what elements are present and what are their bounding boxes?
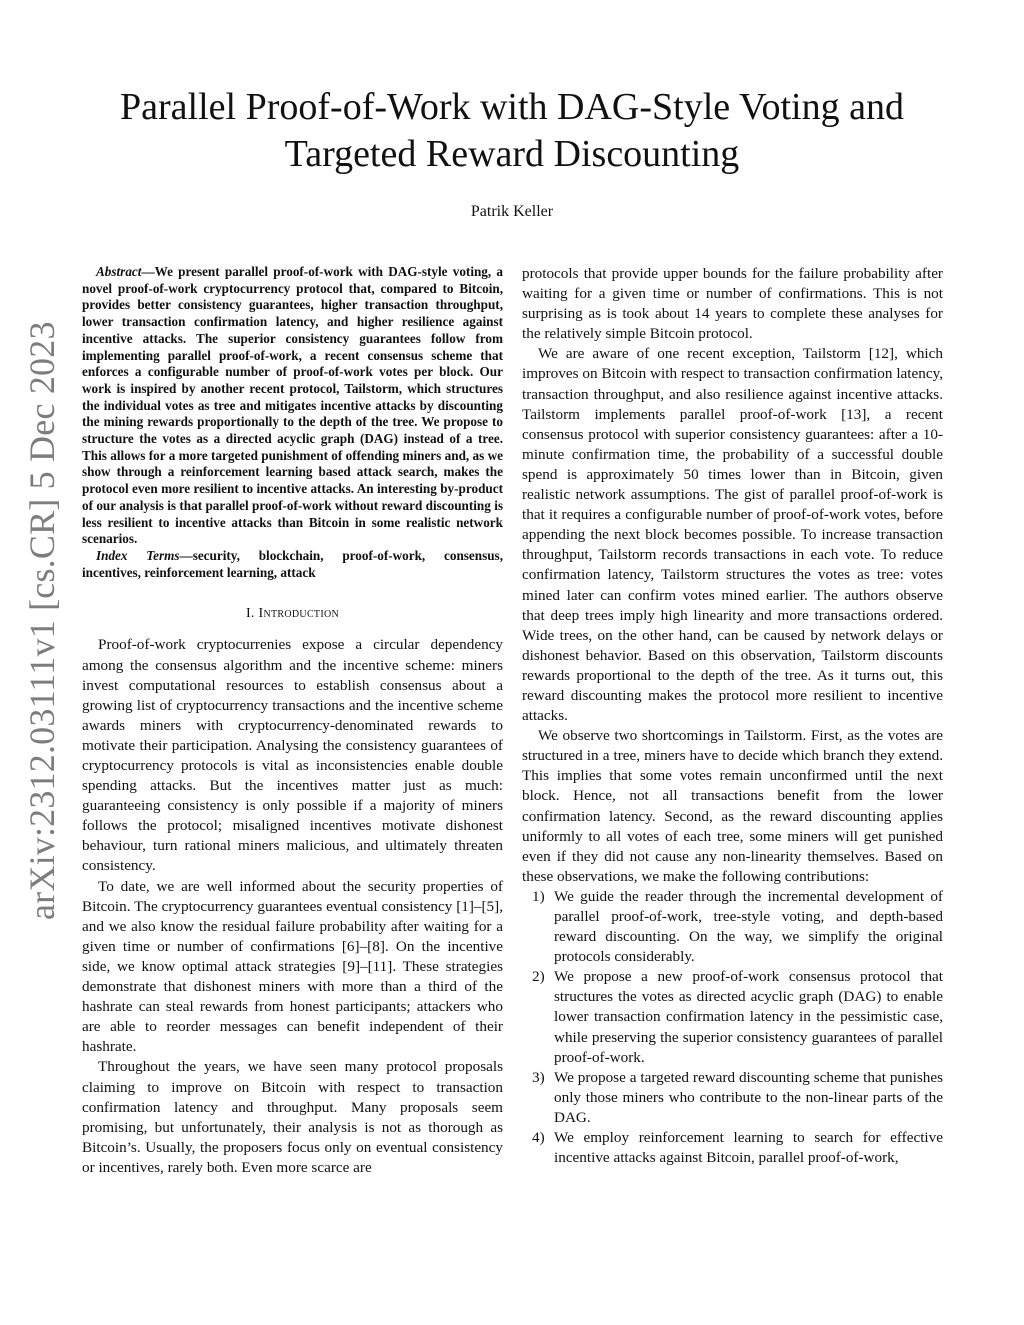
list-item-text: We guide the reader through the incremental development of parallel proof-of-work, tree-style voting, and depth-based reward discounting. On the way, we simplify the original protocols considerably.	[554, 887, 943, 966]
paragraph: Proof-of-work cryptocurrenies expose a circular dependency among the consensus algorithm and the incentive scheme: miners invest computational resources to establish consensus about a growing list of cryptocurrency transactions and the incentive scheme awards miners with cryptocurrency-denominated rewards to motivate their participation. Analysing the consistency guarantees of cryptocurrency protocols is vital as inconsistencies enable double spending attacks. But the incentives matter just as much: guaranteeing consistency is only possible if a majority of miners follows the protocol; misaligned incentives motivate dishonest behaviour, turn rational miners malicious, and ultimately threaten consistency.	[82, 636, 503, 875]
list-item-text: We propose a new proof-of-work consensus protocol that structures the votes as directed acyclic graph (DAG) to enable lower transaction confirmation latency in the pessimistic case, while preserving the superior consistency guarantees of parallel proof-of-work.	[554, 968, 943, 1066]
list-item-number: 3)	[532, 1068, 545, 1086]
paper-title: Parallel Proof-of-Work with DAG-Style Voting and Targeted Reward Discounting	[120, 86, 904, 175]
author-name: Patrik Keller	[470, 203, 554, 220]
list-item-text: We employ reinforcement learning to search for effective incentive attacks against Bitcoin, parallel proof-of-work,	[554, 1129, 943, 1167]
arxiv-identifier[interactable]: arXiv:2312.03111v1 [cs.CR] 5 Dec 2023	[22, 321, 62, 920]
index-terms	[82, 548, 503, 581]
index-terms-lead: Index Terms	[96, 547, 180, 563]
section-heading-introduction: I. Introduction	[245, 606, 340, 622]
paragraph: To date, we are well informed about the security properties of Bitcoin. The cryptocurrency guarantees eventual consistency [1]–[5], and we also know the residual failure probability after waiting for a given time or number of confirmations [6]–[8]. On the incentive side, we know optimal attack strategies [9]–[11]. These strategies demonstrate that dishonest miners with more than a third of the hashrate can steal rewards from honest participants; attackers who are able to reorder messages can benefit independent of their hashrate.	[82, 877, 503, 1056]
list-item	[522, 1068, 943, 1128]
paragraph: We observe two shortcomings in Tailstorm. First, as the votes are structured in a tree, miners have to decide which branch they extend. This implies that some votes remain unconfirmed until the next block. Hence, not all transactions benefit from the lower confirmation latency. Second, as the reward discounting applies uniformly to all votes of each tree, some miners will get punished even if they did not cause any non-linearity themselves. Based on these observations, we make the following contributions:	[522, 727, 943, 885]
list-item	[522, 967, 943, 1067]
abstract	[82, 264, 503, 548]
left-column	[82, 264, 503, 1178]
paragraph: Throughout the years, we have seen many protocol proposals claiming to improve on Bitcoin with respect to transaction confirmation latency and throughput. Many proposals seem promising, but unfortunately, their analysis is not as thorough as Bitcoin’s. Usually, the proposers focus only on eventual consistency or incentives, rarely both. Even more scarce are	[82, 1058, 503, 1176]
list-item	[522, 1128, 943, 1168]
right-column	[522, 264, 943, 1168]
list-item-number: 1)	[532, 887, 545, 905]
abstract-text: —We present parallel proof-of-work with DAG-style voting, a novel proof-of-work cryptocurrency protocol that, compared to Bitcoin, provides better consistency guarantees, higher transaction throughput, lower transaction confirmation latency, and higher resilience against incentive attacks. The superior consistency guarantees follow from implementing parallel proof-of-work, a recent consensus scheme that enforces a configurable number of proof-of-work votes per block. Our work is inspired by another recent protocol, Tailstorm, which structures the individual votes as tree and mitigates incentive attacks by discounting the mining rewards proportionally to the depth of the tree. We propose to structure the votes as a directed acyclic graph (DAG) instead of a tree. This allows for a more targeted punishment of offending miners and, as we show through a reinforcement learning based attack search, makes the protocol even more resilient to incentive attacks. An interesting by-product of our analysis is that parallel proof-of-work without reward discounting is less resilient to incentive attacks than Bitcoin in some realistic network scenarios.	[82, 264, 503, 547]
contributions-list	[522, 887, 943, 1168]
paragraph: protocols that provide upper bounds for the failure probability after waiting for a given time or number of confirmations. This is not surprising as is took about 14 years to complete these analyses for the relatively simple Bitcoin protocol.	[522, 265, 943, 343]
list-item	[522, 887, 943, 967]
list-item-text: We propose a targeted reward discounting scheme that punishes only those miners who contribute to the non-linear parts of the DAG.	[554, 1068, 943, 1126]
paragraph: We are aware of one recent exception, Tailstorm [12], which improves on Bitcoin with respect to transaction confirmation latency, transaction throughput, and also resilience against incentive attacks. Tailstorm implements parallel proof-of-work [13], a recent consensus protocol with superior consistency guarantees: after a 10-minute confirmation time, the probability of a successful double spend is approximately 50 times lower than in Bitcoin, given realistic network assumptions. The gist of parallel proof-of-work is that it requires a configurable number of proof-of-work votes, before appending the next block becomes possible. To increase transaction throughput, Tailstorm records transactions in each vote. To reduce confirmation latency, Tailstorm structures the votes as tree: votes mined later can confirm votes mined earlier. The authors observe that deep trees imply high linearity and more transactions ordered. Wide trees, on the other hand, can be caused by network delays or dishonest behavior. Based on this observation, Tailstorm discounts rewards proportional to the depth of the tree. As it turns out, this reward discounting makes the protocol more resilient to incentive attacks.	[522, 345, 943, 725]
list-item-number: 2)	[532, 968, 545, 986]
abstract-lead: Abstract	[96, 264, 142, 279]
index-terms-text: —security, blockchain, proof-of-work, consensus, incentives, reinforcement learning, attack	[82, 547, 503, 580]
list-item-number: 4)	[532, 1129, 545, 1147]
